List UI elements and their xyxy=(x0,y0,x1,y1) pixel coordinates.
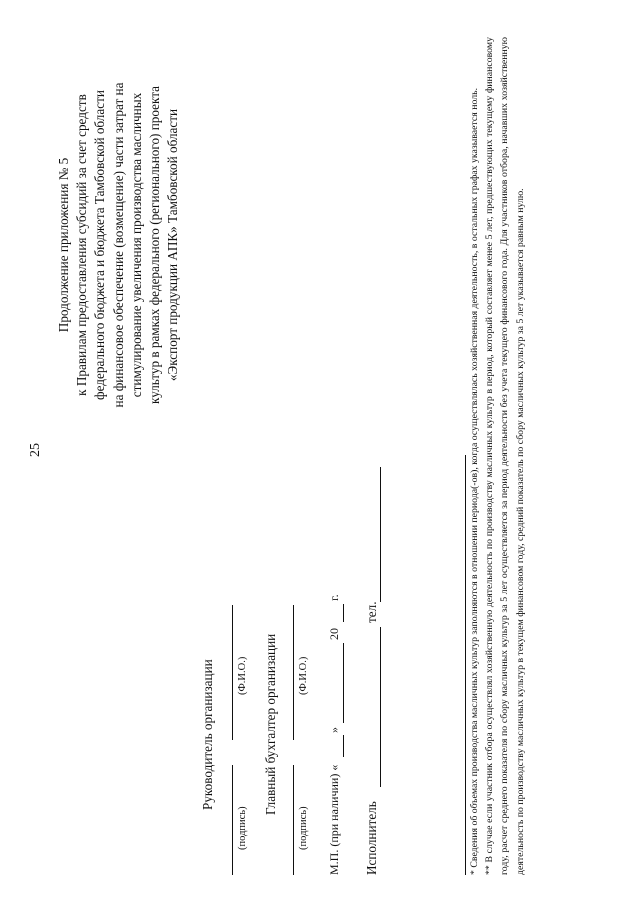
accountant-label: Главный бухгалтер организации xyxy=(263,633,278,815)
stamp-year-suffix: г. xyxy=(327,594,341,601)
footnote-1: * Сведения об объемах производства масличных культур заполняются в отношении периода(-ов), когда осуществлялась хозяйственная деятельность, в остальных графах указывается ноль. xyxy=(469,87,480,875)
phone-label: тел. xyxy=(364,601,379,623)
accountant-sign-caption: (подпись) xyxy=(298,806,309,850)
month-line xyxy=(343,643,344,723)
appendix-line: культур в рамках федерального (регионального) проекта xyxy=(147,85,163,405)
day-line xyxy=(343,735,344,757)
appendix-line: к Правилам предоставления субсидий за счет средств xyxy=(74,94,90,396)
footnotes xyxy=(467,37,528,875)
head-sign-line xyxy=(232,765,233,875)
stamp-prefix: М.П. (при наличии) « xyxy=(327,764,341,875)
head-name-line xyxy=(232,605,233,740)
head-label: Руководитель организации xyxy=(200,659,215,810)
head-sign-caption: (подпись) xyxy=(237,806,248,850)
appendix-line: стимулирование увеличения производства масличных xyxy=(128,92,144,398)
appendix-line: на финансовое обеспечение (возмещение) части затрат на xyxy=(110,82,126,408)
footnote-2: ** В случае если участник отбора осуществлял хозяйственную деятельность по производству масличных культур в период, который составляет менее 5 лет, предшествующих текущему финансовому году, расчет среднего показателя по сбору масличных культур за 5 лет осуществляется за период деятельности без учета текущего финансового года. Для участников отбора, начавших хозяйственную деятельность по производству масличных культур в текущем финансовом году, средний показатель по сбору масличных культур за 5 лет указывается равным нулю. xyxy=(484,37,526,875)
page-number: 25 xyxy=(28,443,43,457)
stamp-mid: » xyxy=(327,727,341,733)
accountant-name-line xyxy=(293,605,294,740)
year-line xyxy=(343,604,344,622)
appendix-line: «Экспорт продукции АПК» Тамбовской области xyxy=(165,108,181,382)
appendix-line: федерального бюджета и бюджета Тамбовской области xyxy=(92,90,108,400)
accountant-sign-line xyxy=(293,765,294,875)
stamp-year-prefix: 20 xyxy=(327,628,341,640)
executor-line xyxy=(380,627,381,787)
accountant-name-caption: (Ф.И.О.) xyxy=(298,656,309,695)
footnote-separator xyxy=(465,455,466,875)
head-name-caption: (Ф.И.О.) xyxy=(237,656,248,695)
executor-label: Исполнитель xyxy=(364,801,379,875)
phone-line xyxy=(380,467,381,602)
appendix-line: Продолжение приложения № 5 xyxy=(56,157,71,333)
